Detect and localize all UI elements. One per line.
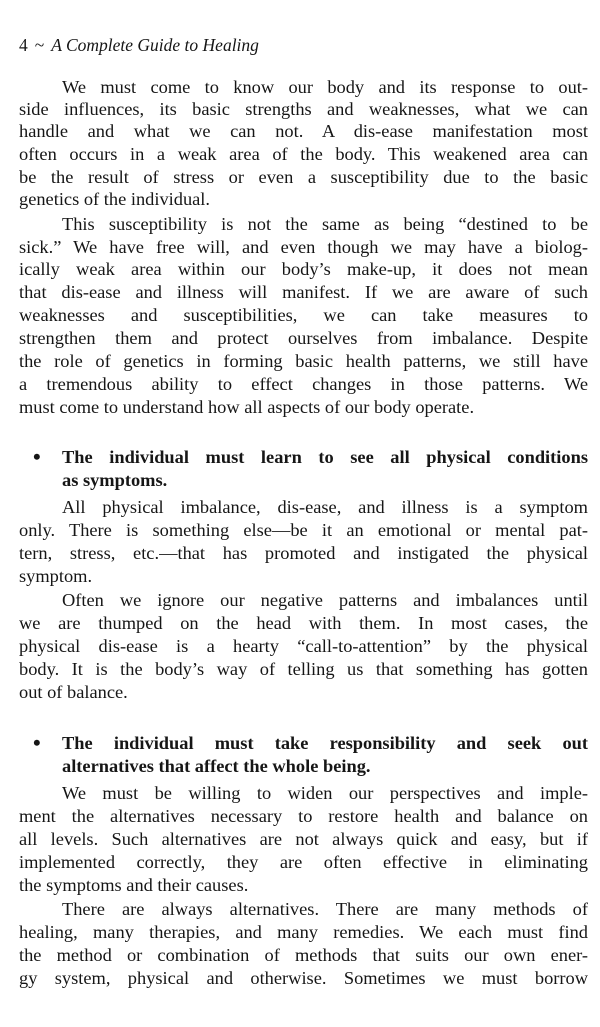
paragraph-6-line: There are always alternatives. There are many methods of (62, 899, 588, 919)
paragraph-1-line: genetics of the individual. (19, 189, 211, 209)
paragraph-4-line: out of balance. (19, 682, 128, 702)
paragraph-3-line: symptom. (19, 566, 93, 586)
paragraph-3-line: All physical imbalance, dis-ease, and illness is a symptom (62, 497, 588, 517)
bullet-marker: • (33, 444, 41, 469)
paragraph-2-line: weaknesses and susceptibilities, we can take measures to (19, 305, 588, 325)
paragraph-2-line: sick.” We have free will, and even though we may have a biolog- (19, 237, 588, 257)
paragraph-2-line: ically weak area within our body’s make-up, it does not mean (19, 259, 588, 279)
paragraph-5-line: implemented correctly, they are often effective in eliminating (19, 852, 588, 872)
paragraph-5-line: the symptoms and their causes. (19, 875, 249, 895)
paragraph-2-line: a tremendous ability to effect changes in those patterns. We (19, 374, 588, 394)
bullet-marker: • (33, 730, 41, 755)
paragraph-6-line: healing, many therapies, and many remedies. We each must find (19, 922, 588, 942)
paragraph-3-line: tern, stress, etc.—that has promoted and instigated the physical (19, 543, 588, 563)
paragraph-1-line: often occurs in a weak area of the body. This weakened area can (19, 144, 588, 164)
paragraph-6-line: gy system, physical and otherwise. Sometimes we must borrow (19, 968, 588, 988)
paragraph-4-line: physical dis-ease is a hearty “call-to-attention” by the physical (19, 636, 588, 656)
paragraph-1-line: be the result of stress or even a susceptibility due to the basic (19, 167, 588, 187)
paragraph-5-line: We must be willing to widen our perspectives and imple- (62, 783, 588, 803)
paragraph-4-line: body. It is the body’s way of telling us that something has gotten (19, 659, 588, 679)
paragraph-1-line: side influences, its basic strengths and weaknesses, what we can (19, 99, 588, 119)
bullet-heading-line: as symptoms. (62, 470, 168, 490)
paragraph-4-line: Often we ignore our negative patterns and imbalances until (62, 590, 588, 610)
paragraph-4-line: we are thumped on the head with them. In most cases, the (19, 613, 588, 633)
bullet-heading-line: The individual must learn to see all physical conditions (62, 447, 588, 467)
header-separator: ~ (34, 35, 45, 55)
paragraph-2-line: strengthen them and protect ourselves from imbalance. Despite (19, 328, 588, 348)
paragraph-6-line: the method or combination of methods that suits our own ener- (19, 945, 588, 965)
running-header (19, 35, 259, 55)
bullet-heading-line: The individual must take responsibility and seek out (62, 733, 588, 753)
paragraph-5-line: ment the alternatives necessary to restore health and balance on (19, 806, 588, 826)
paragraph-1-line: We must come to know our body and its response to out- (62, 77, 588, 97)
paragraph-2-line: must come to understand how all aspects of our body operate. (19, 397, 475, 417)
paragraph-5-line: all levels. Such alternatives are not always quick and easy, but if (19, 829, 588, 849)
paragraph-1-line: handle and what we can not. A dis-ease manifestation most (19, 121, 588, 141)
paragraph-2-line: that dis-ease and illness will manifest. If we are aware of such (19, 282, 588, 302)
paragraph-3-line: only. There is something else—be it an emotional or mental pat- (19, 520, 588, 540)
page-number: 4 (19, 35, 28, 55)
paragraph-2-line: This susceptibility is not the same as being “destined to be (62, 214, 588, 234)
bullet-heading-line: alternatives that affect the whole being. (62, 756, 371, 776)
book-title: A Complete Guide to Healing (51, 35, 259, 55)
paragraph-2-line: the role of genetics in forming basic health patterns, we still have (19, 351, 588, 371)
